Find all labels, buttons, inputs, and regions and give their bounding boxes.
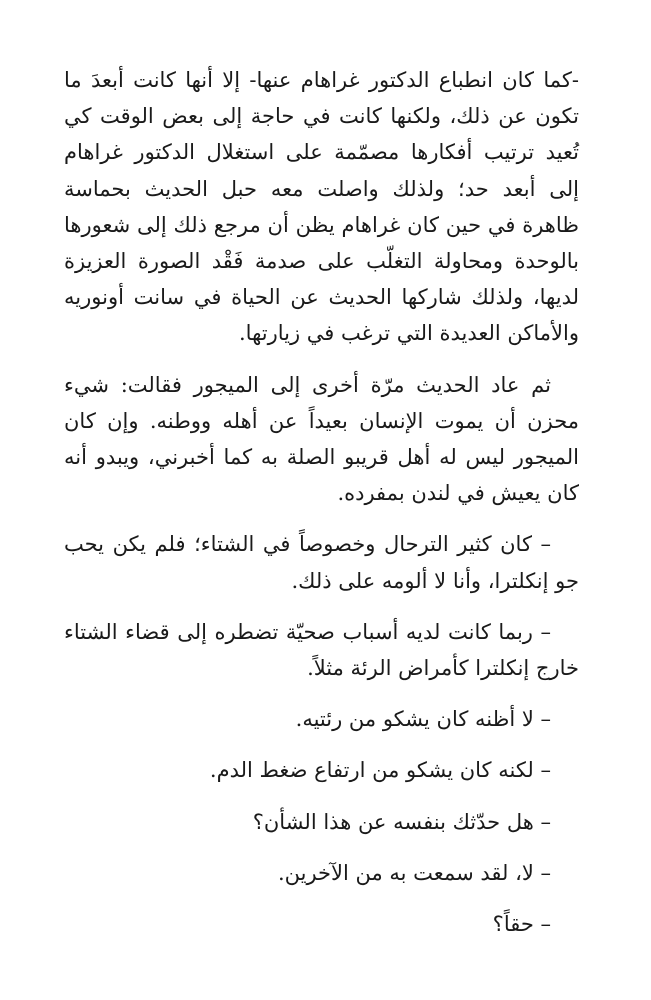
paragraph-3: – كان كثير الترحال وخصوصاً في الشتاء؛ فلم يكن يحب جو إنكلترا، وأنا لا ألومه على ذلك. (64, 532, 579, 593)
paragraph-4: – ربما كانت لديه أسباب صحيّة تضطره إلى قضاء الشتاء خارج إنكلترا كأمراض الرئة مثلاً. (64, 619, 579, 681)
dialogue-line-2: – لكنه كان يشكو من ارتفاع ضغط الدم. (209, 758, 551, 783)
paragraph-2: ثم عاد الحديث مرّة أخرى إلى الميجور فقالت: شيء محزن أن يموت الإنسان بعيداً عن أهله ووطنه. وإن كان الميجور ليس له أهل قريبو الصلة به كما أخبرني، ويبدو أنه كان يعيش في لندن بمفرده. (64, 372, 579, 506)
dialogue-line-1: – لا أظنه كان يشكو من رئتيه. (295, 707, 551, 732)
paragraph-1: -كما كان انطباع الدكتور غراهام عنها- إلا أنها كانت أبعدَ ما تكون عن ذلك، ولكنها كانت في حاجة إلى بعض الوقت كي تُعيد ترتيب أفكارها مصمّمة على استغلال الدكتور غراهام إلى أبعد حد؛ ولذلك واصلت معه حبل الحديث بحماسة ظاهرة في حين كان غراهام يظن أن مرجع ذلك إلى شعورها بالوحدة ومحاولة التغلّب على صدمة فَقْد الصورة العزيزة لديها، ولذلك شاركها الحديث عن الحياة في سانت أونوريه والأماكن العديدة التي ترغب في زيارتها. (64, 68, 579, 346)
dialogue-line-5: – حقاً؟ (492, 912, 551, 937)
dialogue-line-3: – هل حدّثك بنفسه عن هذا الشأن؟ (252, 809, 551, 834)
dialogue-line-4: – لا، لقد سمعت به من الآخرين. (277, 860, 551, 885)
